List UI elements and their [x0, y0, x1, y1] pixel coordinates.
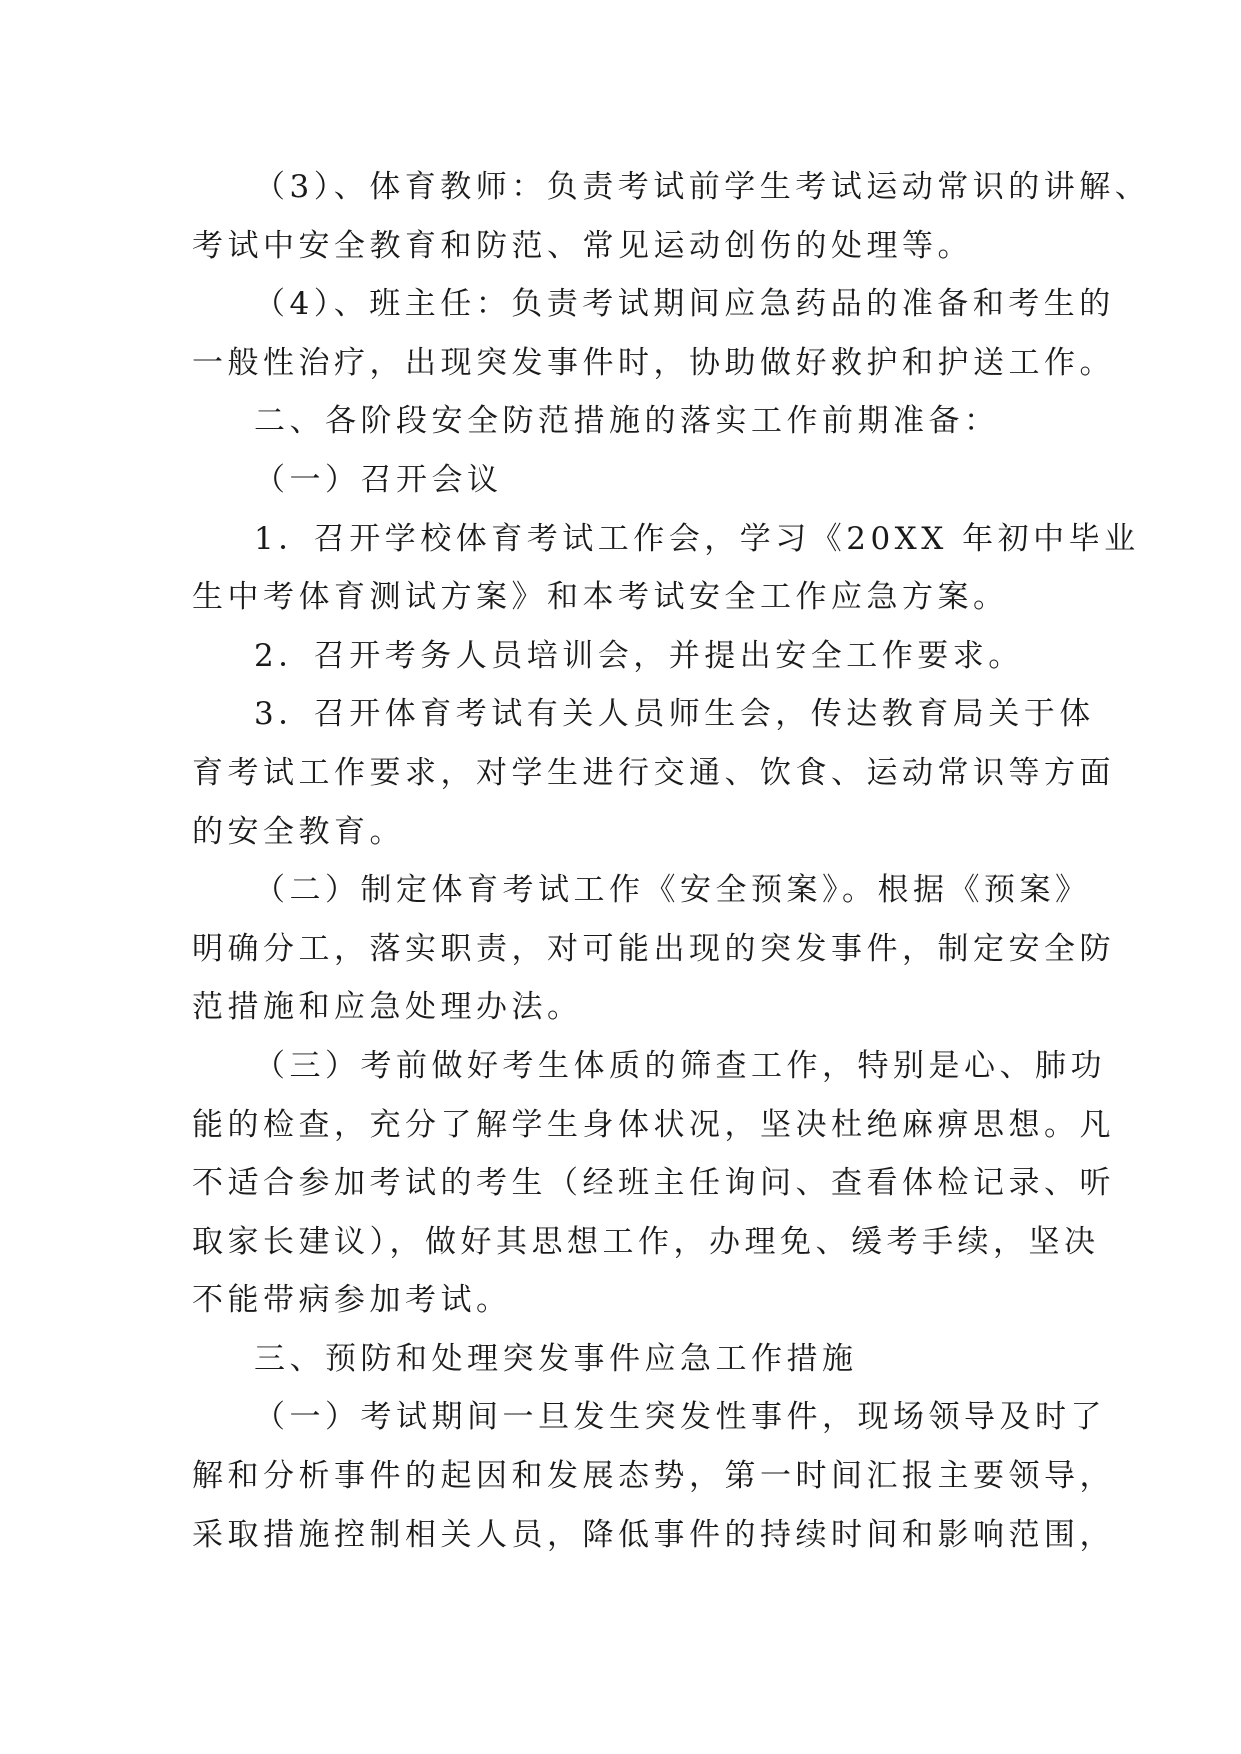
paragraph-head-teacher [192, 275, 1115, 392]
text-line: （4）、班主任：负责考试期间应急药品的准备和考生的 [254, 286, 1115, 323]
text-line: 一般性治疗，出现突发事件时，协助做好救护和护送工作。 [192, 344, 1115, 381]
section-heading-3 [192, 1330, 1052, 1389]
text-line: 采取措施控制相关人员，降低事件的持续时间和影响范围， [192, 1516, 1115, 1553]
text-line: 3．召开体育考试有关人员师生会，传达教育局关于体 [254, 696, 1095, 733]
paragraph-physical-education-teacher [192, 158, 1151, 275]
text-line: 不能带病参加考试。 [192, 1282, 512, 1319]
paragraph-item-3 [192, 685, 1115, 861]
paragraph-health-screening [192, 1037, 1115, 1330]
text-line: 取家长建议），做好其思想工作，办理免、缓考手续，坚决 [192, 1223, 1100, 1260]
paragraph-safety-plan [192, 861, 1115, 1037]
text-line: 考试中安全教育和防范、常见运动创伤的处理等。 [192, 227, 973, 264]
paragraph-item-1 [192, 510, 1140, 627]
text-line: 能的检查，充分了解学生身体状况，坚决杜绝麻痹思想。凡 [192, 1106, 1115, 1143]
document-body [192, 158, 1151, 1564]
text-line: 不适合参加考试的考生（经班主任询问、查看体检记录、听 [192, 1165, 1115, 1202]
text-line: 2．召开考务人员培训会，并提出安全工作要求。 [254, 637, 1024, 674]
text-line: （3）、体育教师：负责考试前学生考试运动常识的讲解、 [254, 169, 1151, 205]
paragraph-item-2 [192, 627, 1052, 686]
text-line: （一）召开会议 [254, 461, 503, 498]
text-line: 范措施和应急处理办法。 [192, 989, 583, 1026]
paragraph-emergency-response [192, 1388, 1115, 1564]
text-line: 育考试工作要求，对学生进行交通、饮食、运动常识等方面 [192, 754, 1115, 791]
text-line: 生中考体育测试方案》和本考试安全工作应急方案。 [192, 579, 1009, 616]
text-line: （二）制定体育考试工作《安全预案》。根据《预案》 [254, 872, 1091, 909]
text-line: 的安全教育。 [192, 813, 405, 850]
text-line: 解和分析事件的起因和发展态势，第一时间汇报主要领导， [192, 1458, 1115, 1495]
text-line: 三、预防和处理突发事件应急工作措施 [254, 1340, 858, 1377]
text-line: 1．召开学校体育考试工作会，学习《20XX 年初中毕业 [254, 520, 1140, 557]
text-line: （三）考前做好考生体质的筛查工作，特别是心、肺功 [254, 1047, 1106, 1084]
subsection-heading-meetings [192, 451, 1052, 510]
text-line: 二、各阶段安全防范措施的落实工作前期准备： [254, 403, 1000, 440]
text-line: （一）考试期间一旦发生突发性事件，现场领导及时了 [254, 1399, 1106, 1436]
text-line: 明确分工，落实职责，对可能出现的突发事件，制定安全防 [192, 930, 1115, 967]
section-heading-2 [192, 392, 1052, 451]
